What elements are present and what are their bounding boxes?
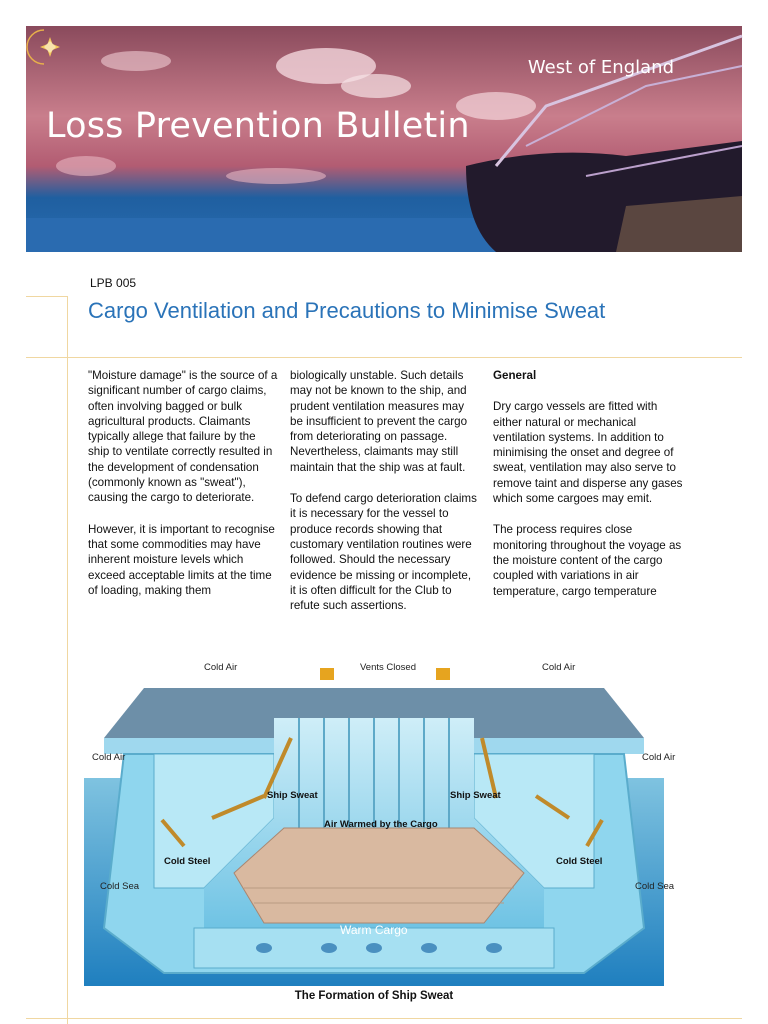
label-cold-air-top-right: Cold Air bbox=[542, 662, 576, 673]
rule-under-title bbox=[26, 357, 742, 358]
rule-top-left bbox=[26, 296, 68, 297]
label-air-warmed: Air Warmed by the Cargo bbox=[324, 819, 438, 830]
paragraph: The process requires close monitoring throughout the voyage as the moisture content of the cargo coupled with variations in air temperature, cargo temperature bbox=[493, 523, 682, 598]
label-cold-air-left: Cold Air bbox=[92, 752, 126, 763]
column-3 bbox=[493, 368, 689, 615]
label-cold-sea-right: Cold Sea bbox=[635, 881, 675, 892]
label-ship-sweat-left: Ship Sweat bbox=[267, 790, 318, 801]
ship-sweat-diagram bbox=[84, 628, 676, 986]
banner-title: Loss Prevention Bulletin bbox=[46, 106, 470, 146]
label-cold-steel-right: Cold Steel bbox=[556, 856, 603, 867]
paragraph: "Moisture damage" is the source of a significant number of cargo claims, often involving bagged or bulk agricultural products. Claimants typically allege that failure by the ship to ventilate correctly resulted in the development of condensation (commonly known as "sweat"), causing the cargo to deteriorate. bbox=[88, 369, 278, 505]
paragraph: biologically unstable. Such details may not be known to the ship, and prudent ventilation measures may be insufficient to prevent the cargo from deteriorating on passage. Nevertheless, claimants may still maintain that the ship was at fault. bbox=[290, 369, 468, 474]
bulletin-code: LPB 005 bbox=[90, 276, 137, 290]
column-1 bbox=[88, 368, 278, 614]
compass-star-icon bbox=[26, 26, 68, 68]
paragraph: However, it is important to recognise that some commodities may have inherent moisture levels which exceed acceptable limits at the time of loading, making them bbox=[88, 522, 275, 597]
label-vents-closed: Vents Closed bbox=[360, 662, 416, 673]
section-heading: General bbox=[493, 369, 537, 382]
header-banner bbox=[26, 26, 742, 252]
rule-bottom bbox=[26, 1018, 742, 1019]
left-rule bbox=[67, 296, 68, 1024]
label-warm-cargo: Warm Cargo bbox=[340, 923, 408, 937]
brand-name: West of England bbox=[527, 57, 674, 78]
label-ship-sweat-right: Ship Sweat bbox=[450, 790, 501, 801]
figure-caption: The Formation of Ship Sweat bbox=[294, 990, 454, 1002]
label-cold-air-top-left: Cold Air bbox=[204, 662, 238, 673]
column-2 bbox=[290, 368, 480, 629]
paragraph: Dry cargo vessels are fitted with either natural or mechanical ventilation systems. In addition to minimising the onset and degree of sweat, ventilation may also serve to remove taint and disperse any gases which some cargoes may emit. bbox=[493, 400, 683, 506]
label-cold-steel-left: Cold Steel bbox=[164, 856, 211, 867]
label-cold-air-right: Cold Air bbox=[642, 752, 676, 763]
article-title: Cargo Ventilation and Precautions to Minimise Sweat bbox=[88, 298, 606, 323]
label-cold-sea-left: Cold Sea bbox=[100, 881, 140, 892]
paragraph: To defend cargo deterioration claims it is necessary for the vessel to produce records showing that customary ventilation routines were followed. Should the necessary evidence be missing or incomplete, it is often difficult for the Club to refute such assertions. bbox=[290, 492, 477, 613]
